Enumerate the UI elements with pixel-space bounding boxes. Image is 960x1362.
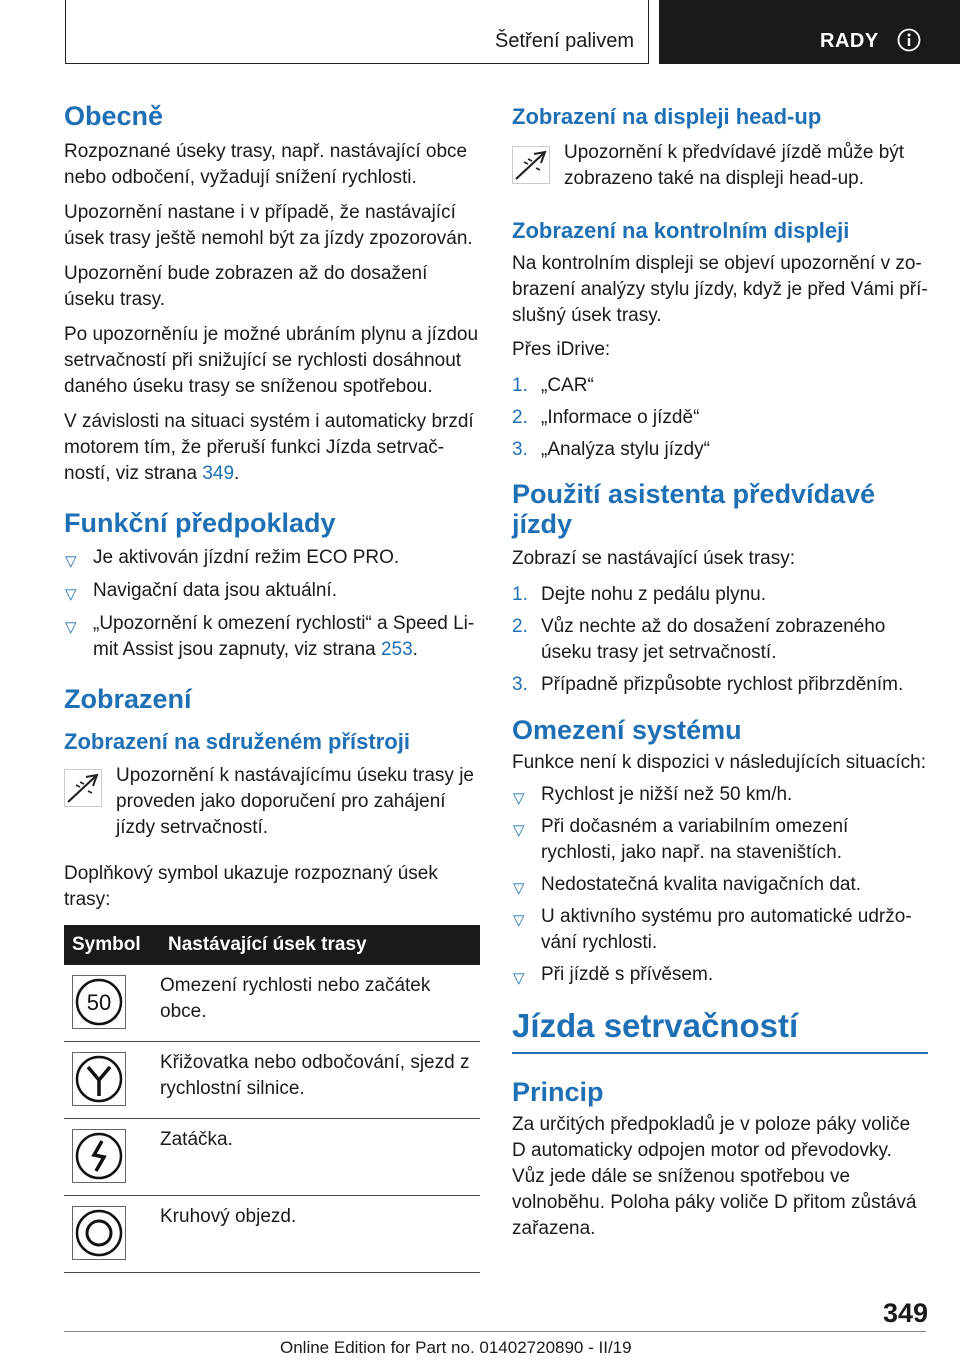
paragraph: Na kontrolním displeji se objeví upozornění v zo- brazení analýzy stylu jízdy, když je před Vámi pří- slušný úsek trasy. xyxy=(512,253,928,326)
roundabout-icon xyxy=(72,1206,126,1260)
header-section-box xyxy=(65,0,649,64)
left-column xyxy=(64,100,480,1273)
list-item-text: Je aktivován jízdní režim ECO PRO. xyxy=(93,547,400,568)
list-item-text: U aktivního systému pro automatické udržo- vání rychlosti. xyxy=(541,906,912,953)
list-item-text: „CAR“ xyxy=(541,375,594,396)
list-item xyxy=(64,611,480,663)
paragraph: Doplňkový symbol ukazuje rozpoznaný úsek trasy: xyxy=(64,863,438,910)
right-column xyxy=(512,100,928,1242)
heading-obecne: Obecně xyxy=(64,101,164,131)
list-item xyxy=(512,614,928,666)
triangle-bullet-icon: ▽ xyxy=(65,553,77,570)
speed-limit-50-icon xyxy=(72,975,126,1029)
list-number: 3. xyxy=(512,674,528,695)
heading-pouziti-asistenta: Použití asistenta předvídavé jízdy xyxy=(512,479,876,539)
list-item xyxy=(512,672,928,698)
page-number: 349 xyxy=(883,1298,929,1328)
triangle-bullet-icon: ▽ xyxy=(65,619,77,636)
table-row xyxy=(64,1042,480,1119)
symbol-table xyxy=(64,925,480,1273)
curve-icon xyxy=(72,1129,126,1183)
note-arrow-icon xyxy=(64,769,102,807)
idrive-steps xyxy=(512,373,928,463)
list-item xyxy=(512,962,928,988)
list-item-text: Vůz nechte až do dosažení zobrazeného úseku trasy jet setrvačností. xyxy=(541,616,886,663)
heading-head-up: Zobrazení na displeji head-up xyxy=(512,104,822,129)
note-box xyxy=(64,763,480,841)
triangle-bullet-icon: ▽ xyxy=(513,970,525,987)
description-cell: Křižovatka nebo odbočování, sjezd z rychlostní silnice. xyxy=(160,1042,480,1119)
page-link-349[interactable]: 349 xyxy=(202,463,235,484)
footer-divider xyxy=(64,1331,926,1332)
section-title: Šetření palivem xyxy=(495,30,634,52)
list-item xyxy=(64,578,480,604)
list-item-end: . xyxy=(412,639,418,660)
paragraph: Za určitých předpokladů je v poloze páky voliče D automaticky odpojen motor od převodovky. Vůz jede dále se sníženou spotřebou ve volnoběhu. Poloha páky voliče D přitom zůstává zařazena. xyxy=(512,1114,917,1239)
description-cell: Kruhový objezd. xyxy=(160,1196,480,1273)
list-item-text: Při jízdě s přívěsem. xyxy=(541,964,714,985)
table-header-symbol: Symbol xyxy=(64,925,160,965)
list-item-text: Případně přizpůsobte rychlost přibrzděním. xyxy=(541,674,904,695)
note-arrow-icon xyxy=(512,146,550,184)
paragraph: Funkce není k dispozici v následujících situacích: xyxy=(512,752,926,773)
header-tab-rady[interactable] xyxy=(659,0,960,64)
footer-edition: Online Edition for Part no. 01402720890 - II/19 xyxy=(280,1338,632,1357)
heading-princip: Princip xyxy=(512,1077,604,1107)
description-cell: Omezení rychlosti nebo začátek obce. xyxy=(160,965,480,1042)
paragraph: Rozpoznané úseky trasy, např. nastávající obce nebo odbočení, vyžadují snížení rychlosti. xyxy=(64,141,468,188)
list-item-text: Při dočasném a variabilním omezení rychlosti, jako např. na staveništích. xyxy=(541,816,849,863)
usage-steps xyxy=(512,582,928,698)
list-item-text: Navigační data jsou aktuální. xyxy=(93,580,337,601)
info-icon xyxy=(897,28,921,52)
list-item-text: „Upozornění k omezení rychlosti“ a Speed Li- mit Assist jsou zapnuty, viz strana xyxy=(93,613,475,660)
note-box xyxy=(512,140,928,192)
heading-zobrazeni: Zobrazení xyxy=(64,684,192,714)
svg-text:50: 50 xyxy=(86,990,112,1015)
symbol-cell xyxy=(64,1042,160,1119)
heading-omezeni-systemu: Omezení systému xyxy=(512,715,742,745)
triangle-bullet-icon: ▽ xyxy=(513,822,525,839)
list-number: 3. xyxy=(512,439,528,460)
paragraph: Zobrazí se nastávající úsek trasy: xyxy=(512,548,796,569)
triangle-bullet-icon: ▽ xyxy=(513,880,525,897)
junction-icon xyxy=(72,1052,126,1106)
paragraph: Upozornění bude zobrazen až do dosažení úseku trasy. xyxy=(64,263,428,310)
list-item xyxy=(512,582,928,608)
list-item-text: Dejte nohu z pedálu plynu. xyxy=(541,584,766,605)
triangle-bullet-icon: ▽ xyxy=(513,912,525,929)
list-item-text: Rychlost je nižší než 50 km/h. xyxy=(541,784,793,805)
table-row xyxy=(64,965,480,1042)
list-item xyxy=(512,373,928,399)
tab-rady-label: RADY xyxy=(820,30,879,52)
list-item xyxy=(512,814,928,866)
list-number: 1. xyxy=(512,375,528,396)
triangle-bullet-icon: ▽ xyxy=(513,790,525,807)
list-item-text: „Informace o jízdě“ xyxy=(541,407,700,428)
list-item xyxy=(512,904,928,956)
list-item xyxy=(512,872,928,898)
note-text: Upozornění k předvídavé jízdě může být zobrazeno také na displeji head-up. xyxy=(564,142,905,189)
table-row xyxy=(64,1196,480,1273)
paragraph: Upozornění nastane i v případě, že nastávající úsek trasy ještě nemohl být za jízdy zpozorován. xyxy=(64,202,473,249)
list-item-text: Nedostatečná kvalita navigačních dat. xyxy=(541,874,862,895)
paragraph-text: V závislosti na situaci systém i automaticky brzdí motorem tím, že přeruší funkci Jízda setrvač- ností, viz strana xyxy=(64,411,474,484)
table-header-row xyxy=(64,925,480,965)
note-text: Upozornění k nastávajícímu úseku trasy je proveden jako doporučení pro zahájení jízdy setrvačností. xyxy=(116,765,475,838)
requirements-list xyxy=(64,545,480,663)
paragraph: Přes iDrive: xyxy=(512,339,611,360)
paragraph-end: . xyxy=(234,463,240,484)
heading-kontrolnim-displeji: Zobrazení na kontrolním displeji xyxy=(512,218,850,243)
heading-funkcni-predpoklady: Funkční předpoklady xyxy=(64,508,336,538)
page-link-253[interactable]: 253 xyxy=(380,639,413,660)
symbol-cell xyxy=(64,1196,160,1273)
list-item-text: „Analýza stylu jízdy“ xyxy=(541,439,710,460)
list-item xyxy=(512,437,928,463)
triangle-bullet-icon: ▽ xyxy=(65,586,77,603)
paragraph: Po upozorněníu je možné ubráním plynu a jízdou setrvačností při snižující se rychlosti dosáhnout daného úseku trasy se sníženou spotřebou. xyxy=(64,324,479,397)
limitations-list xyxy=(512,782,928,988)
list-number: 1. xyxy=(512,584,528,605)
chapter-heading-block xyxy=(512,1006,928,1054)
symbol-cell xyxy=(64,1119,160,1196)
paragraph xyxy=(64,409,480,487)
list-number: 2. xyxy=(512,407,528,428)
heading-jizda-setrvacnosti: Jízda setrvačností xyxy=(512,1007,799,1044)
list-item xyxy=(512,782,928,808)
list-item xyxy=(512,405,928,431)
description-cell: Zatáčka. xyxy=(160,1119,480,1196)
table-header-section: Nastávající úsek trasy xyxy=(160,925,480,965)
list-item xyxy=(64,545,480,571)
list-number: 2. xyxy=(512,616,528,637)
heading-sdruzenem-pristroji: Zobrazení na sdruženém přístroji xyxy=(64,729,410,754)
symbol-cell xyxy=(64,965,160,1042)
table-row xyxy=(64,1119,480,1196)
